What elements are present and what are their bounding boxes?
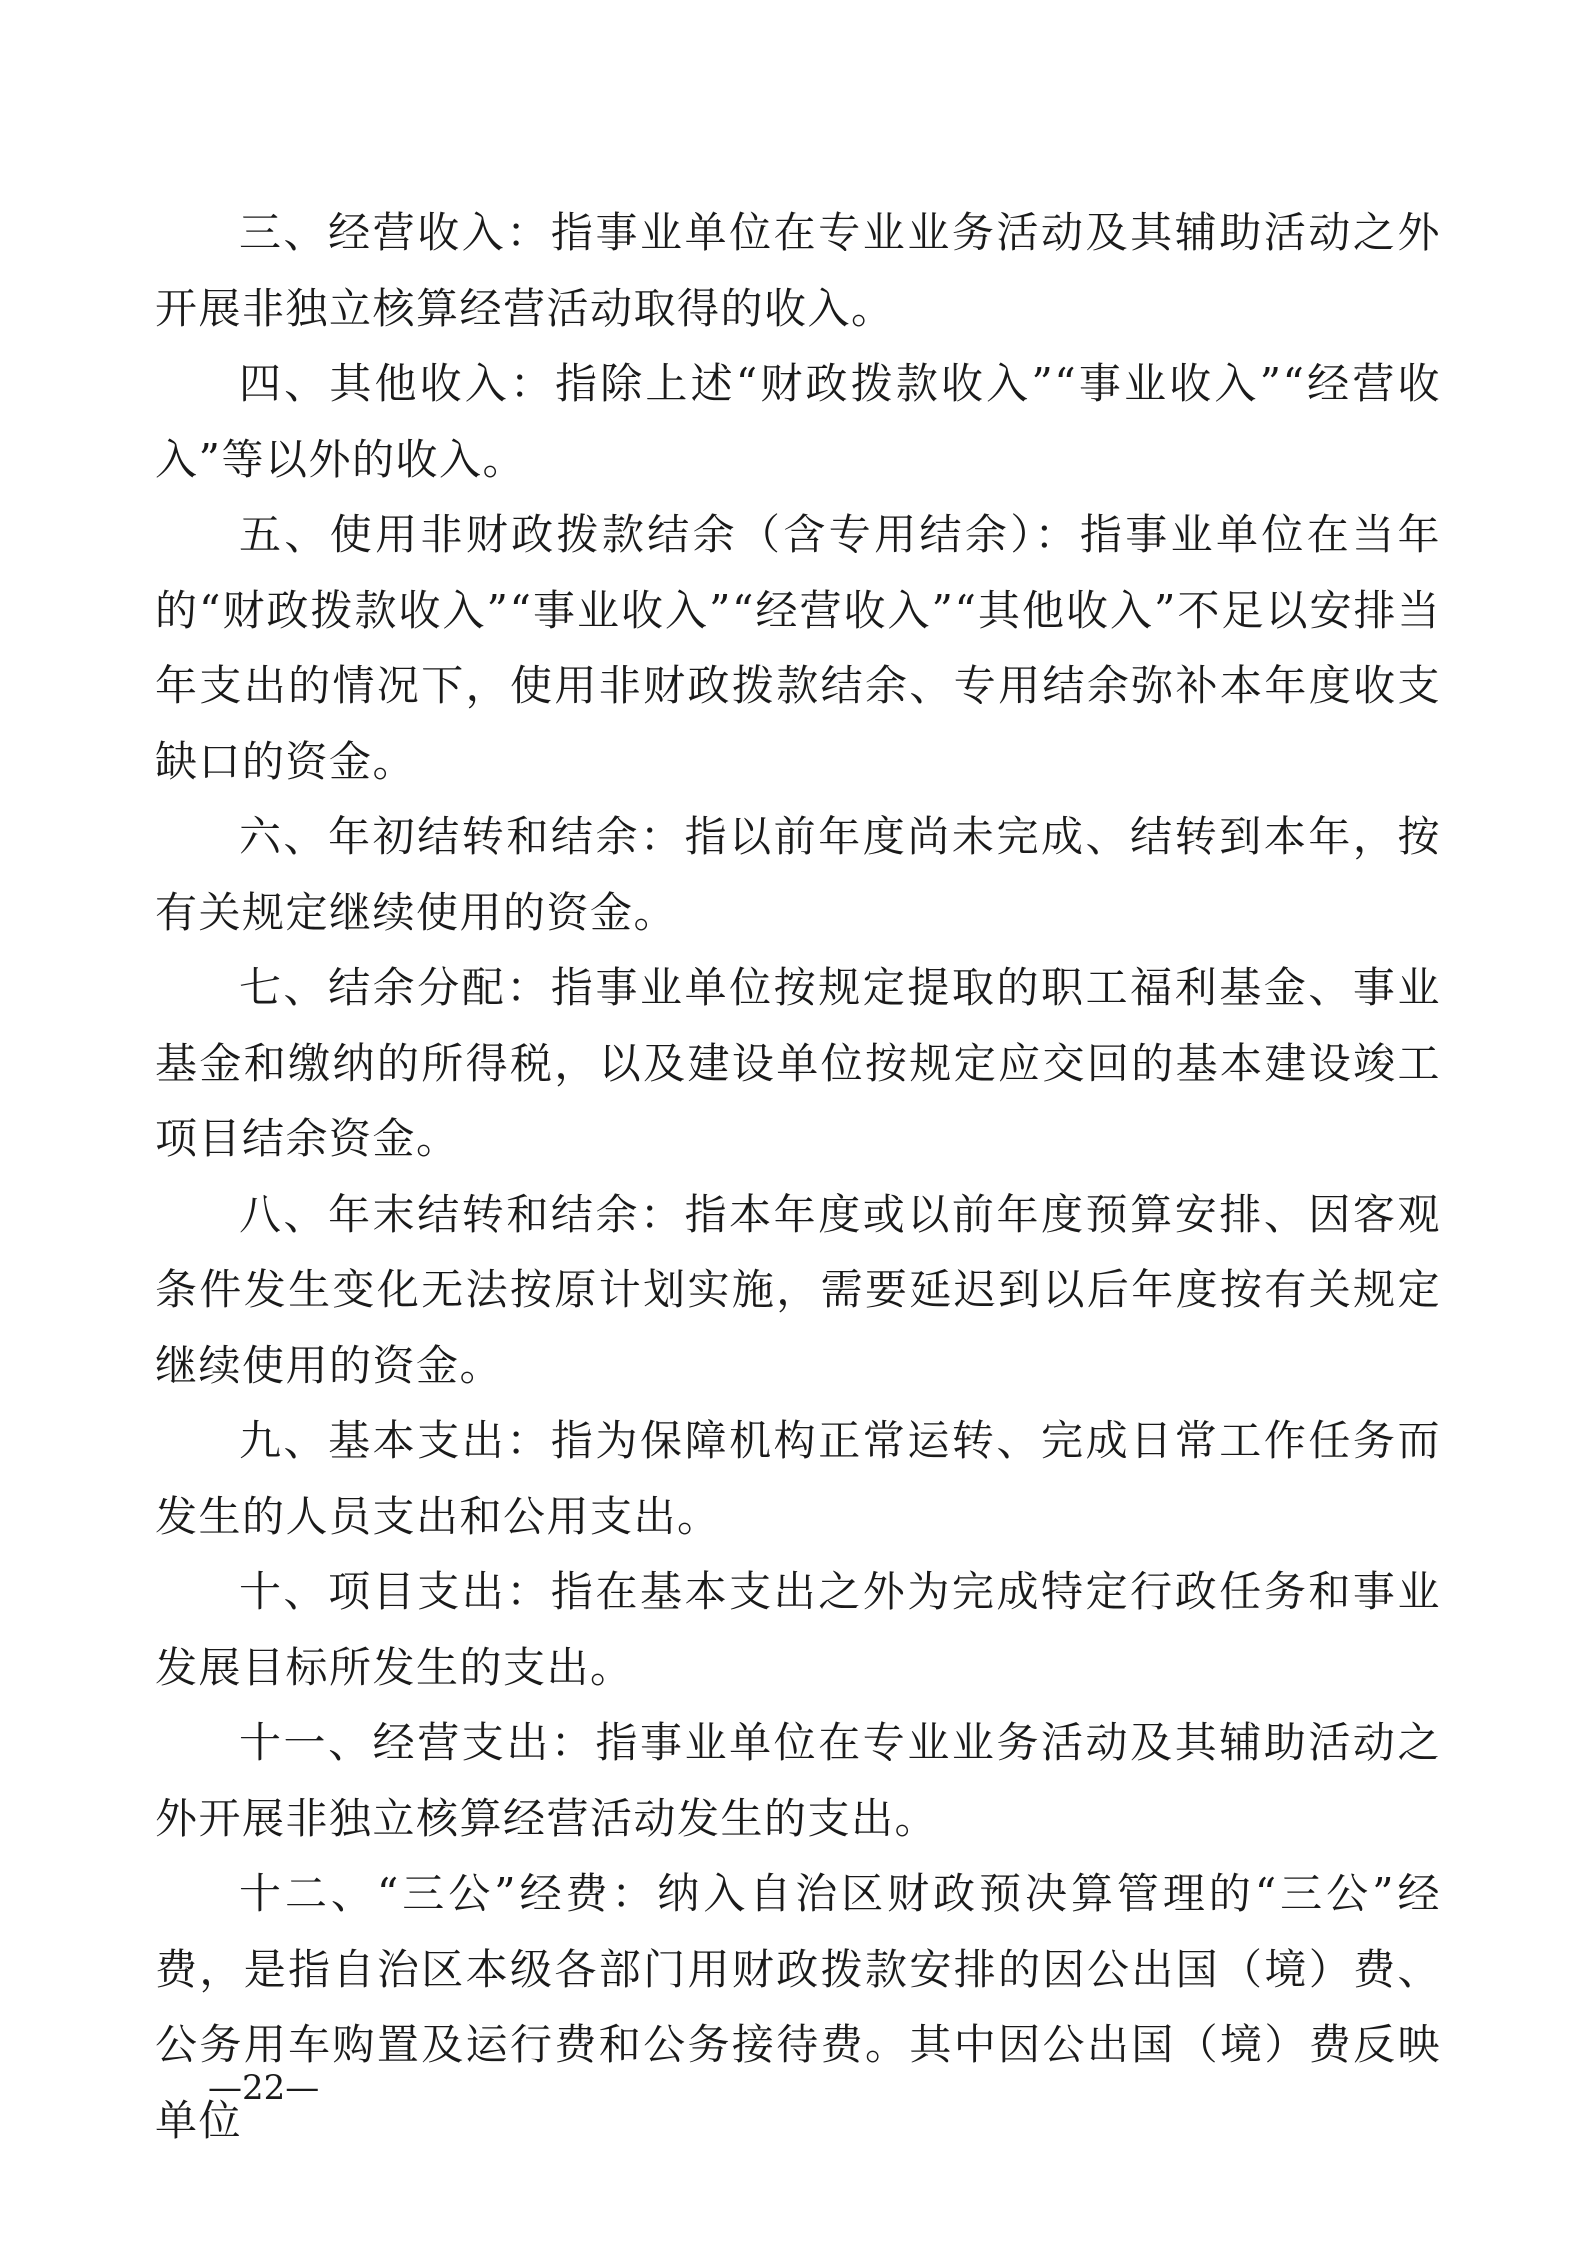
paragraph-operating-expenditure: 十一、经营支出：指事业单位在专业业务活动及其辅助活动之外开展非独立核算经营活动发生的支出。 [155,1718,1441,1843]
paragraph-three-public-expenses: 十二、“三公”经费：纳入自治区财政预决算管理的“三公”经费，是指自治区本级各部门用财政拨款安排的因公出国（境）费、公务用车购置及运行费和公务接待费。其中因公出国（境）费反映单位 [155,1869,1441,2145]
paragraph-year-end-carryover: 八、年末结转和结余：指本年度或以前年度预算安排、因客观条件发生变化无法按原计划实施，需要延迟到以后年度按有关规定继续使用的资金。 [155,1189,1441,1390]
paragraph-balance-distribution: 七、结余分配：指事业单位按规定提取的职工福利基金、事业基金和缴纳的所得税，以及建设单位按规定应交回的基本建设竣工项目结余资金。 [155,963,1441,1163]
document-body [155,195,1441,2158]
paragraph-other-income: 四、其他收入：指除上述“财政拨款收入”“事业收入”“经营收入”等以外的收入。 [155,359,1441,484]
paragraph-operating-income: 三、经营收入：指事业单位在专业业务活动及其辅助活动之外开展非独立核算经营活动取得的收入。 [155,208,1441,333]
page-number: —22— [208,2068,320,2108]
paragraph-non-fiscal-balance-use: 五、使用非财政拨款结余（含专用结余）：指事业单位在当年的“财政拨款收入”“事业收入”“经营收入”“其他收入”不足以安排当年支出的情况下，使用非财政拨款结余、专用结余弥补本年度收支缺口的资金。 [155,510,1441,786]
paragraph-basic-expenditure: 九、基本支出：指为保障机构正常运转、完成日常工作任务而发生的人员支出和公用支出。 [155,1416,1441,1541]
paragraph-project-expenditure: 十、项目支出：指在基本支出之外为完成特定行政任务和事业发展目标所发生的支出。 [155,1567,1441,1692]
paragraph-beginning-carryover: 六、年初结转和结余：指以前年度尚未完成、结转到本年，按有关规定继续使用的资金。 [155,812,1441,937]
